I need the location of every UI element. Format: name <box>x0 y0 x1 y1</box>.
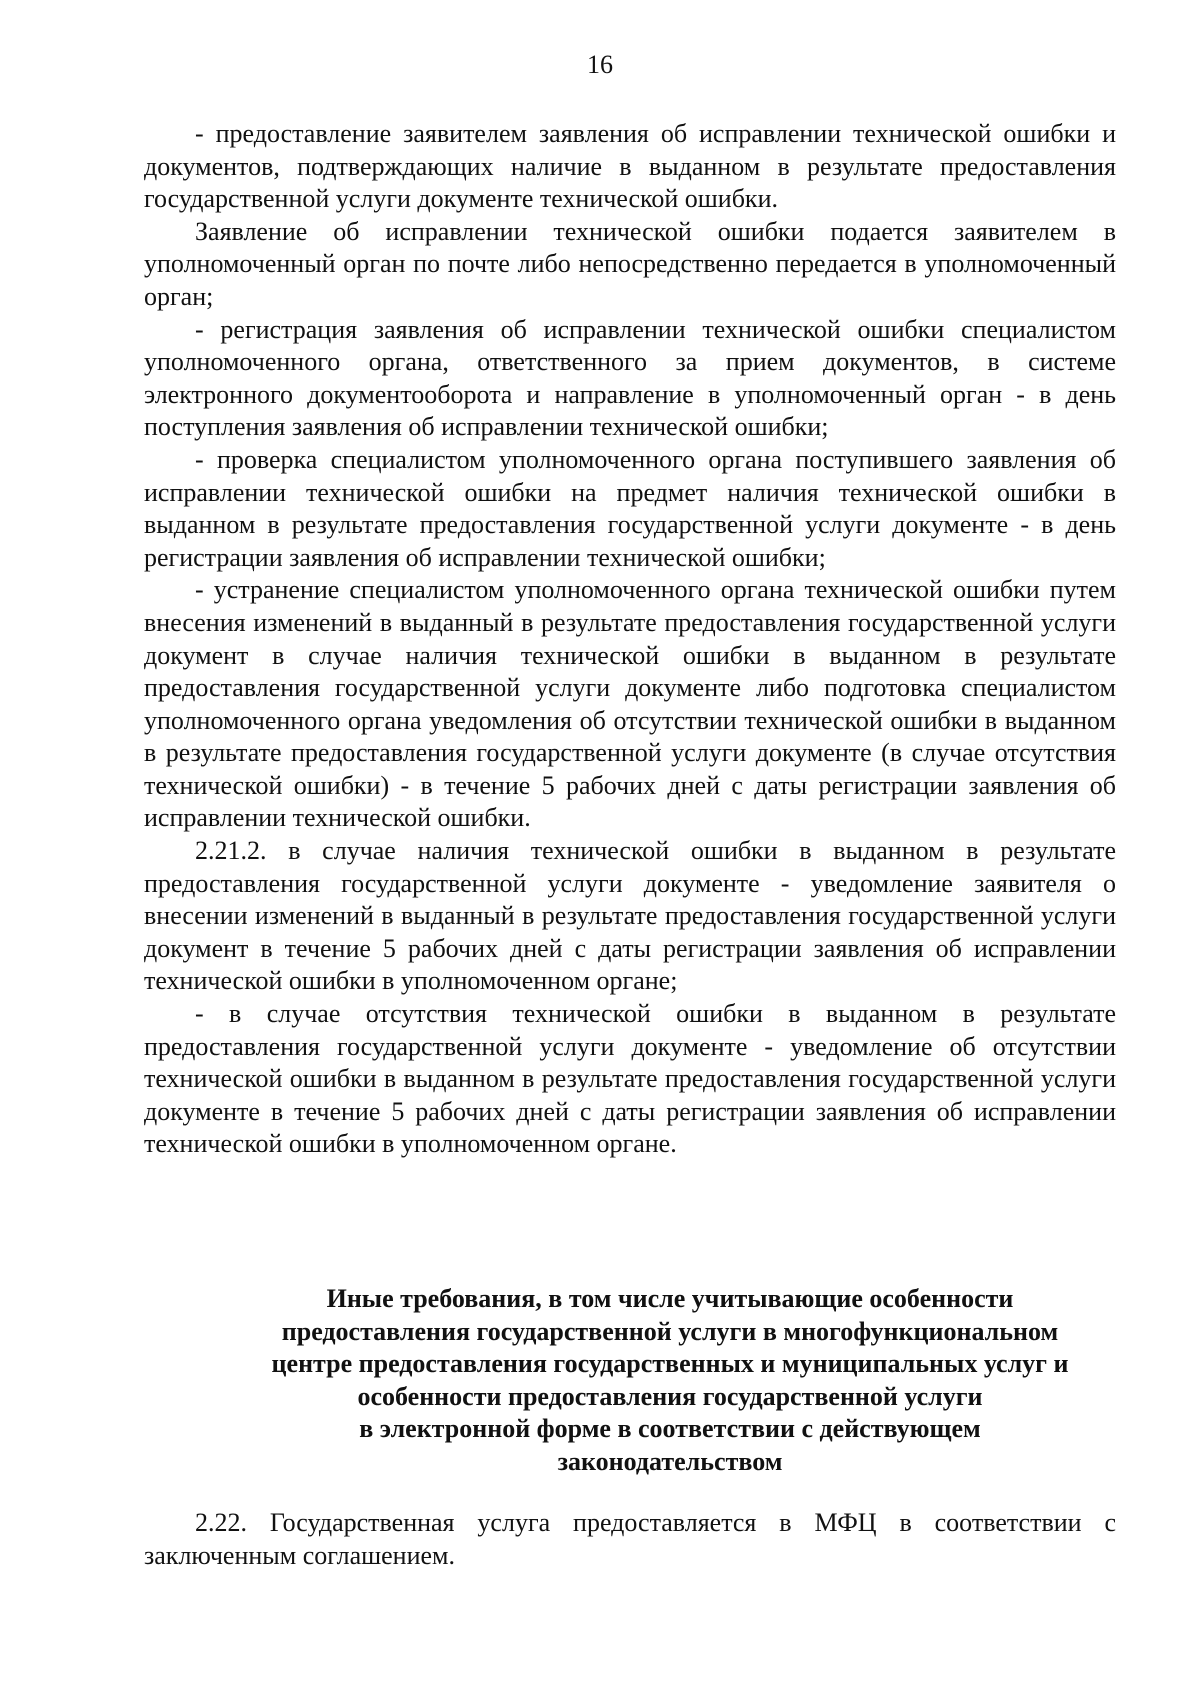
paragraph-no-error-notice: - в случае отсутствия технической ошибки в выданном в результате предоставления государственной услуги документе - уведомление об отсутствии технической ошибки в выданном в результате предоставления государственной услуги документе в течение 5 рабочих дней с даты регистрации заявления об исправлении технической ошибки в уполномоченном органе. <box>144 999 1116 1159</box>
paragraph-correction: - устранение специалистом уполномоченного органа технической ошибки путем внесения изменений в выданный в результате предоставления государственной услуги документ в случае наличия технической ошибки в выданном в результате предоставления государственной услуги документе либо подготовка специалистом уполномоченного органа уведомления об отсутствии технической ошибки в выданном в результате предоставления государственной услуги документе (в случае отсутствия технической ошибки) - в течение 5 рабочих дней с даты регистрации заявления об исправлении технической ошибки. <box>144 575 1116 833</box>
paragraph-registration: - регистрация заявления об исправлении технической ошибки специалистом уполномоченного органа, ответственного за прием документов, в системе электронного документооборота и направление в уполномоченный орган - в день поступления заявления об исправлении технической ошибки; <box>144 314 1116 442</box>
paragraph-verification: - проверка специалистом уполномоченного органа поступившего заявления об исправлении технической ошибки на предмет наличия технической ошибки в выданном в результате предоставления государственной услуги документе - в день регистрации заявления об исправлении технической ошибки; <box>144 444 1116 572</box>
heading-line: центре предоставления государственных и муниципальных услуг и <box>271 1349 1069 1379</box>
section-heading <box>220 1283 1120 1479</box>
heading-line: предоставления государственной услуги в многофункциональном <box>281 1316 1059 1346</box>
heading-line: законодательством <box>557 1446 783 1476</box>
paragraph-application-delivery: Заявление об исправлении технической ошибки подается заявителем в уполномоченный орган по почте либо непосредственно передается в уполномоченный орган; <box>144 216 1116 311</box>
heading-line: особенности предоставления государственной услуги <box>357 1381 983 1411</box>
page-number: 16 <box>587 50 613 79</box>
heading-line: Иные требования, в том числе учитывающие особенности <box>326 1284 1014 1313</box>
closing-section <box>144 1507 1116 1572</box>
paragraph-2-21-2: 2.21.2. в случае наличия технической ошибки в выданном в результате предоставления государственной услуги документе - уведомление заявителя о внесении изменений в выданный в результате предоставления государственной услуги документ в течение 5 рабочих дней с даты регистрации заявления об исправлении технической ошибки в уполномоченном органе; <box>144 836 1116 996</box>
heading-line: в электронной форме в соответствии с действующем <box>359 1414 981 1444</box>
document-body <box>144 118 1116 1161</box>
paragraph-submission: - предоставление заявителем заявления об исправлении технической ошибки и документов, подтверждающих наличие в выданном в результате предоставления государственной услуги документе технической ошибки. <box>144 119 1116 214</box>
paragraph-2-22: 2.22. Государственная услуга предоставляется в МФЦ в соответствии с заключенным соглашением. <box>144 1508 1116 1570</box>
